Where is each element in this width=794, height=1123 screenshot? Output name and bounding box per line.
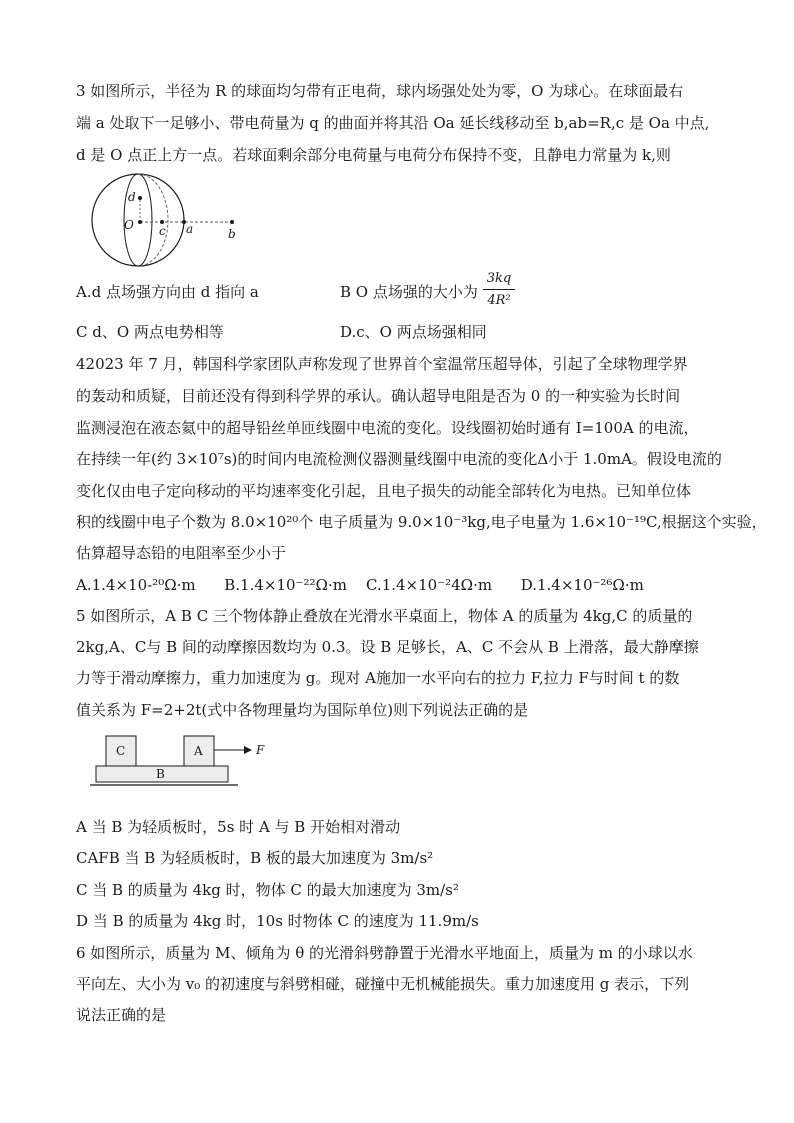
q4-options: A.1.4×10-²⁰Ω·m B.1.4×10⁻²²Ω·m C.1.4×10⁻²4Ω·m D.1.4×10⁻²⁶Ω·m	[76, 576, 644, 594]
q5-line-3: 力等于滑动摩擦力，重力加速度为 g。现对 A施加一水平向右的拉力 F,拉力 F与时间 t 的数	[76, 669, 680, 687]
q3-option-b-fraction-bar	[483, 289, 515, 290]
label-d: d	[128, 190, 136, 204]
q5-option-c: C 当 B 的质量为 4kg 时，物体 C 的最大加速度为 3m/s²	[76, 881, 459, 899]
force-arrow-head	[244, 746, 252, 754]
q4-line-4: 在持续一年(约 3×10⁷s)的时间内电流检测仪器测量线圈中电流的变化Δ小于 1.0mA。假设电流的	[76, 450, 722, 468]
label-b: B	[156, 767, 165, 781]
q5-option-d: D 当 B 的质量为 4kg 时，10s 时物体 C 的速度为 11.9m/s	[76, 912, 479, 930]
sphere-back-arc	[138, 174, 168, 266]
label-c: c	[159, 224, 166, 238]
sphere-outline	[92, 174, 184, 266]
label-c: C	[116, 744, 126, 758]
point-d	[138, 196, 142, 200]
q3-option-b-numerator: 3kq	[486, 271, 512, 286]
q6-line-1: 6 如图所示，质量为 M、倾角为 θ 的光滑斜劈静置于光滑水平地面上，质量为 m 的小球以水	[76, 944, 693, 962]
q6-line-3: 说法正确的是	[76, 1006, 167, 1024]
q3-line-3: d 是 O 点正上方一点。若球面剩余部分电荷量与电荷分布保持不变，且静电力常量为 k,则	[76, 146, 671, 164]
q3-option-b: B O 点场强的大小为	[340, 283, 478, 301]
q4-line-2: 的轰动和质疑，目前还没有得到科学界的承认。确认超导电阻是否为 0 的一种实验为长时间	[76, 387, 681, 405]
q3-option-b-denominator: 4R²	[487, 293, 511, 308]
q5-line-4: 值关系为 F=2+2t(式中各物理量均为国际单位)则下列说法正确的是	[76, 701, 529, 719]
q3-line-1: 3 如图所示，半径为 R 的球面均匀带有正电荷，球内场强处处为零，O 为球心。在球面最右	[76, 82, 684, 100]
q5-option-b: CAFB 当 B 为轻质板时，B 板的最大加速度为 3m/s²	[76, 849, 434, 867]
q5-line-1: 5 如图所示，A B C 三个物体静止叠放在光滑水平桌面上，物体 A 的质量为 4kg,C 的质量的	[76, 607, 693, 625]
q3-line-2: 端 a 处取下一足够小、带电荷量为 q 的曲面并将其沿 Oa 延长线移动至 b,ab=R,c 是 Oa 中点,	[76, 114, 710, 132]
q6-line-2: 平向左、大小为 v₀ 的初速度与斜劈相碰，碰撞中无机械能损失。重力加速度用 g 表示，下列	[76, 975, 690, 993]
label-o: O	[124, 218, 134, 232]
q4-line-6: 积的线圈中电子个数为 8.0×10²⁰个 电子质量为 9.0×10⁻³kg,电子电量为 1.6×10⁻¹⁹C,根据这个实验，	[76, 513, 767, 531]
label-a: a	[186, 222, 194, 236]
point-b	[230, 220, 234, 224]
q3-option-d: D.c、O 两点场强相同	[340, 323, 487, 341]
q4-line-7: 估算超导态铅的电阻率至少小于	[76, 544, 287, 562]
label-b: b	[228, 227, 236, 241]
label-f: F	[256, 743, 265, 757]
q4-line-5: 变化仅由电子定向移动的平均速率变化引起，且电子损失的动能全部转化为电热。已知单位体	[76, 482, 692, 500]
q3-option-c: C d、O 两点电势相等	[76, 323, 224, 341]
q3-option-a: A.d 点场强方向由 d 指向 a	[76, 283, 259, 301]
q5-blocks-figure	[90, 730, 280, 796]
q5-option-a: A 当 B 为轻质板时，5s 时 A 与 B 开始相对滑动	[76, 818, 401, 836]
q5-line-2: 2kg,A、C与 B 间的动摩擦因数均为 0.3。设 B 足够长，A、C 不会从 B 上滑落，最大静摩擦	[76, 638, 699, 656]
q3-sphere-figure	[84, 170, 254, 270]
q4-line-3: 监测浸泡在液态氦中的超导铅丝单匝线圈中电流的变化。设线圈初始时通有 I=100A 的电流，	[76, 419, 699, 437]
label-a: A	[194, 744, 203, 758]
point-o	[138, 220, 142, 224]
q4-line-1: 42023 年 7 月，韩国科学家团队声称发现了世界首个室温常压超导体，引起了全球物理学界	[76, 355, 688, 373]
